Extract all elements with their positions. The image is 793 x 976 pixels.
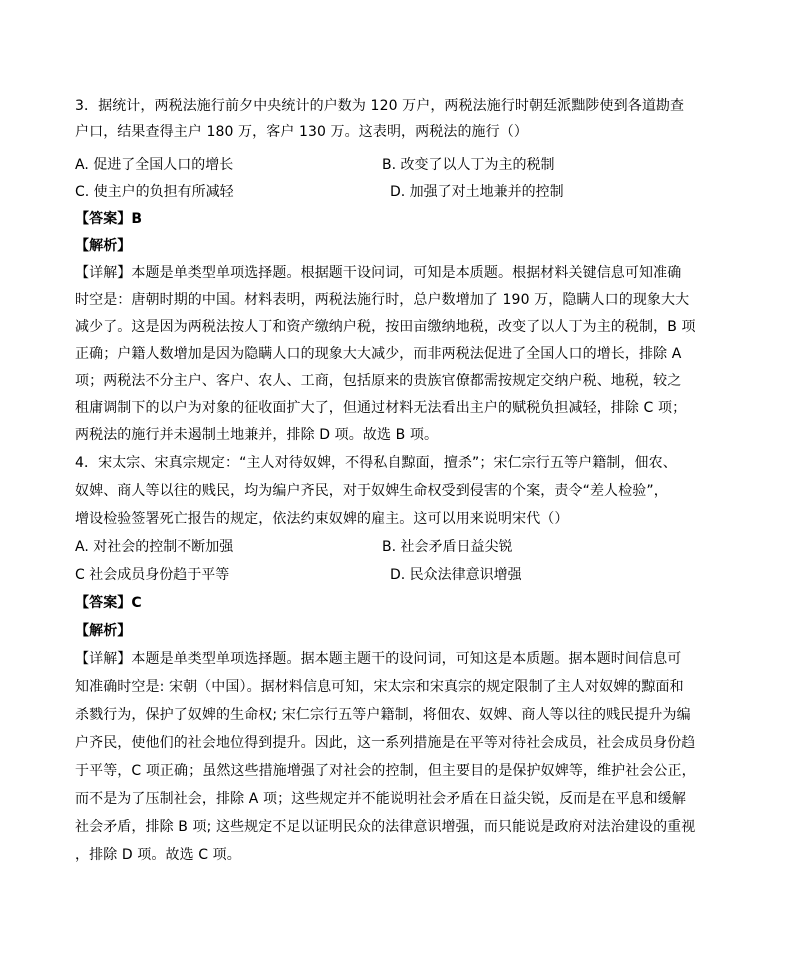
- q3-detail-line-2: 时空是：唐朝时期的中国。材料表明，两税法施行时，总户数增加了 190 万，隐瞒人口的现象大大: [75, 292, 690, 308]
- q3-option-a: A. 促进了全国人口的增长: [75, 157, 234, 173]
- q3-detail-line-5: 项；两税法不分主户、客户、农人、工商，包括原来的贵族官僚都需按规定交纳户税、地税，较之: [75, 373, 682, 389]
- q3-answer: 【答案】B: [75, 211, 143, 227]
- q3-option-c: C. 使主户的负担有所减轻: [75, 184, 234, 200]
- q4-option-b: B. 社会矛盾日益尖锐: [382, 539, 513, 555]
- q4-detail-line-6: 而不是为了压制社会，排除 A 项；这些规定并不能说明社会矛盾在日益尖锐，反而是在平息和缓解: [75, 791, 686, 807]
- q4-detail-line-8: ，排除 D 项。故选 C 项。: [75, 847, 241, 863]
- q4-analysis-heading: 【解析】: [75, 623, 132, 639]
- q3-option-b: B. 改变了以人丁为主的税制: [382, 157, 555, 173]
- q3-option-d: D. 加强了对土地兼并的控制: [390, 184, 564, 200]
- q3-stem-line-1: 3．据统计，两税法施行前夕中央统计的户数为 120 万户，两税法施行时朝廷派黜陟使到各道勘查: [75, 98, 685, 114]
- q4-detail-line-1: 【详解】本题是单类型单项选择题。据本题主题干的设问词，可知这是本质题。据本题时间信息可: [75, 651, 682, 667]
- q3-detail-line-3: 减少了。这是因为两税法按人丁和资产缴纳户税，按田亩缴纳地税，改变了以人丁为主的税制，B 项: [75, 319, 696, 335]
- q4-detail-line-5: 于平等，C 项正确；虽然这些措施增强了对社会的控制，但主要目的是保护奴婢等，维护社会公正，: [75, 763, 696, 779]
- q3-detail-line-7: 两税法的施行并未遏制土地兼并，排除 D 项。故选 B 项。: [75, 427, 439, 443]
- q4-detail-line-3: 杀戮行为，保护了奴婢的生命权; 宋仁宗行五等户籍制，将佃农、奴婢、商人等以往的贱民提升为编: [75, 707, 691, 723]
- q4-stem-line-1: 4．宋太宗、宋真宗规定：“主人对待奴婢，不得私自黥面，擅杀”；宋仁宗行五等户籍制，佃农、: [75, 455, 677, 471]
- q4-detail-line-2: 知准确时空是: 宋朝（中国）。据材料信息可知，宋太宗和宋真宗的规定限制了主人对奴婢的黥面和: [75, 679, 684, 695]
- q4-option-c: C 社会成员身份趋于平等: [75, 567, 230, 583]
- q3-detail-line-6: 租庸调制下的以户为对象的征收面扩大了，但通过材料无法看出主户的赋税负担减轻，排除 C 项；: [75, 400, 687, 416]
- q4-answer: 【答案】C: [75, 595, 142, 611]
- q3-stem-line-2: 户口，结果查得主户 180 万，客户 130 万。这表明，两税法的施行（）: [75, 124, 528, 140]
- q3-detail-line-1: 【详解】本题是单类型单项选择题。根据题干设问词，可知是本质题。根据材料关键信息可知准确: [75, 265, 682, 281]
- q3-detail-line-4: 正确；户籍人数增加是因为隐瞒人口的现象大大减少，而非两税法促进了全国人口的增长，排除 A: [75, 346, 682, 362]
- q4-stem-line-3: 增设检验签署死亡报告的规定，依法约束奴婢的雇主。这可以用来说明宋代（）: [75, 511, 569, 527]
- q4-detail-line-4: 户齐民，使他们的社会地位得到提升。因此，这一系列措施是在平等对待社会成员，社会成员身份趋: [75, 735, 696, 751]
- q4-option-a: A. 对社会的控制不断加强: [75, 539, 234, 555]
- q4-detail-line-7: 社会矛盾，排除 B 项; 这些规定不足以证明民众的法律意识增强，而只能说是政府对法治建设的重视: [75, 819, 696, 835]
- q3-analysis-heading: 【解析】: [75, 238, 132, 254]
- q4-option-d: D. 民众法律意识增强: [390, 567, 522, 583]
- q4-stem-line-2: 奴婢、商人等以往的贱民，均为编户齐民，对于奴婢生命权受到侵害的个案，责令“差人检验”，: [75, 483, 668, 499]
